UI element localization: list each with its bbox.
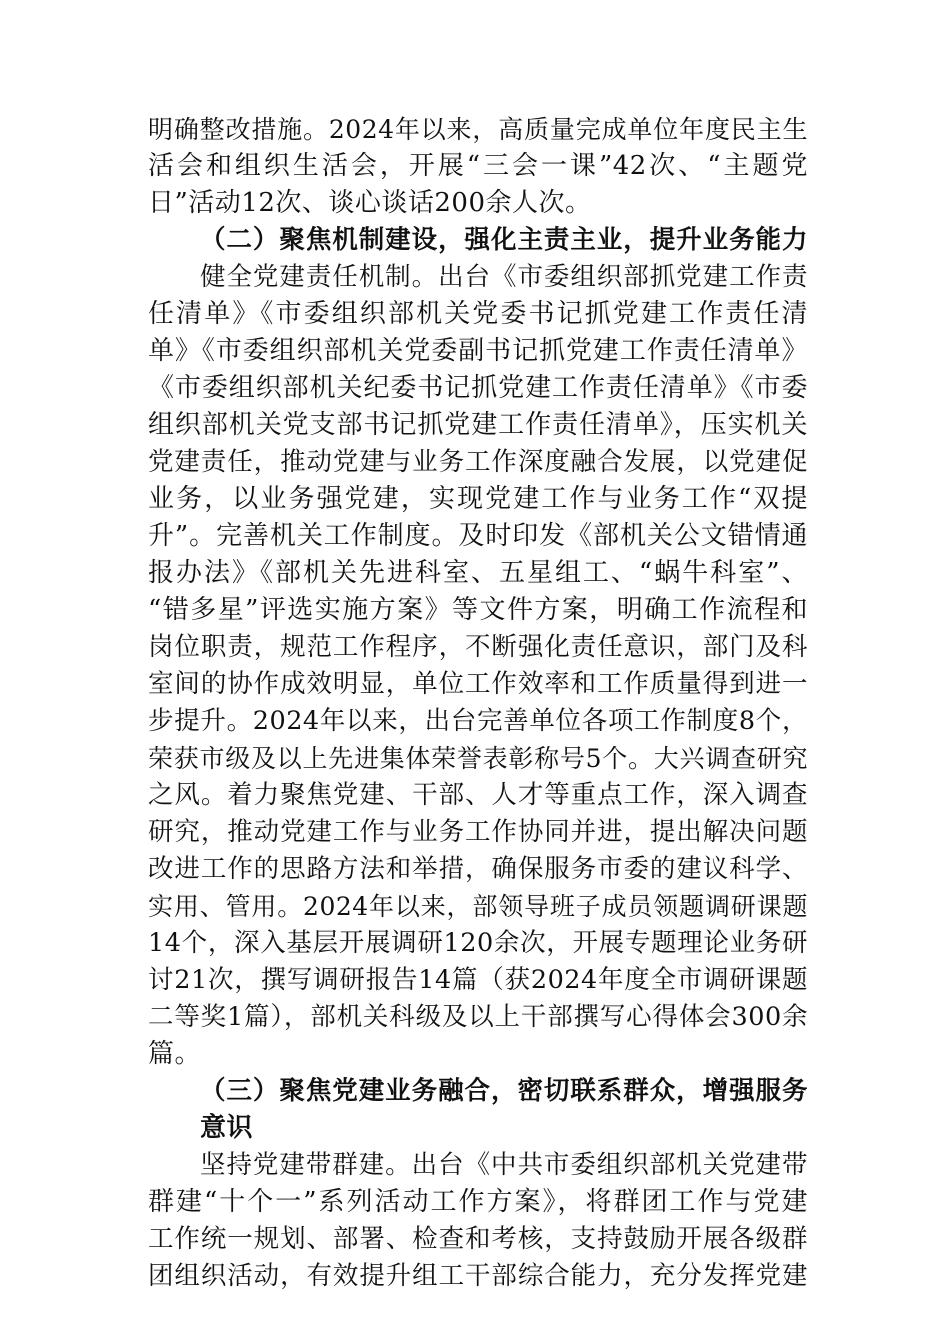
paragraph-line: 报办法》《部机关先进科室、五星组工、“蜗牛科室”、 [148,558,808,588]
paragraph-line: “错多星”评选实施方案》等文件方案，明确工作流程和 [148,595,808,625]
paragraph-first-line: 健全党建责任机制。出台《市委组织部抓党建工作责 [200,262,808,292]
paragraph-first-line: 坚持党建带群建。出台《中共市委组织部机关党建带 [200,1150,808,1180]
paragraph-line: 工作统一规划、部署、检查和考核，支持鼓励开展各级群 [148,1224,808,1254]
paragraph-line: 岗位职责，规范工作程序，不断强化责任意识，部门及科 [148,632,808,662]
paragraph-line: 升”。完善机关工作制度。及时印发《部机关公文错情通 [148,521,808,551]
paragraph-line: 改进工作的思路方法和举措，确保服务市委的建议科学、 [148,854,808,884]
paragraph-line: 党建责任，推动党建与业务工作深度融合发展，以党建促 [148,447,808,477]
paragraph-line: 荣获市级及以上先进集体荣誉表彰称号5个。大兴调查研究 [148,744,808,773]
section-heading-line: （三）聚焦党建业务融合，密切联系群众，增强服务 [200,1076,808,1106]
paragraph-line: 室间的协作成效明显，单位工作效率和工作质量得到进一 [148,669,808,699]
paragraph-line: 研究，推动党建工作与业务工作协同并进，提出解决问题 [148,817,808,847]
paragraph-line: 之风。着力聚焦党建、干部、人才等重点工作，深入调查 [148,780,808,810]
paragraph-line: 篇。 [148,1039,202,1069]
paragraph-line: 团组织活动，有效提升组工干部综合能力，充分发挥党建 [148,1261,808,1291]
paragraph-line: 活会和组织生活会，开展“三会一课”42次、“主题党 [148,151,808,181]
paragraph-line: 14个，深入基层开展调研120余次，开展专题理论业务研 [148,928,808,958]
paragraph-line: 步提升。2024年以来，出台完善单位各项工作制度8个， [148,706,808,736]
paragraph-line: 单》《市委组织部机关党委副书记抓党建工作责任清单》 [148,336,808,366]
paragraph-line: 业务，以业务强党建，实现党建工作与业务工作“双提 [148,484,808,514]
paragraph-line: 讨21次，撰写调研报告14篇（获2024年度全市调研课题 [148,965,808,995]
paragraph-line: 《市委组织部机关纪委书记抓党建工作责任清单》《市委 [148,373,808,403]
document-body [148,111,808,1295]
paragraph-line: 日”活动12次、谈心谈话200余人次。 [148,188,592,218]
section-heading-line: 意识 [200,1113,254,1143]
paragraph-line: 任清单》《市委组织部机关党委书记抓党建工作责任清 [148,299,808,329]
paragraph-line: 明确整改措施。2024年以来，高质量完成单位年度民主生 [148,115,808,144]
paragraph-line: 群建“十个一”系列活动工作方案》，将群团工作与党建 [148,1187,808,1217]
section-heading-line: （二）聚焦机制建设，强化主责主业，提升业务能力 [200,225,808,255]
paragraph-line: 实用、管用。2024年以来，部领导班子成员领题调研课题 [148,892,808,921]
paragraph-line: 二等奖1篇），部机关科级及以上干部撰写心得体会300余 [148,1002,808,1032]
paragraph-line: 组织部机关党支部书记抓党建工作责任清单》，压实机关 [148,410,808,440]
